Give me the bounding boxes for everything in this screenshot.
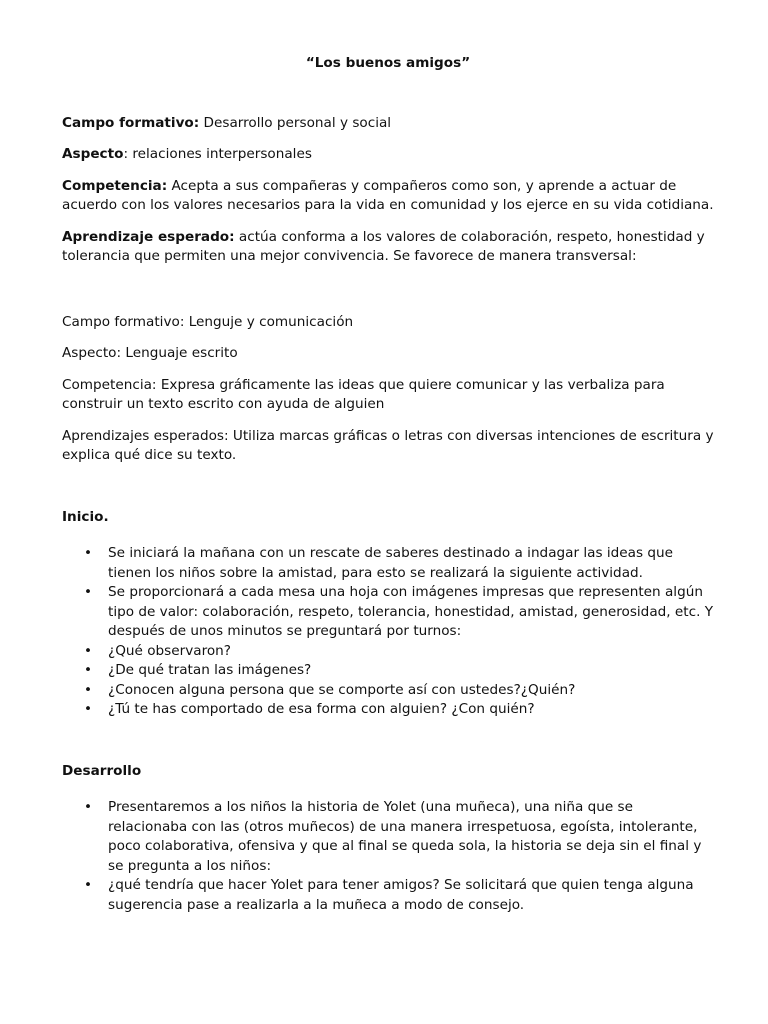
desarrollo-list <box>62 798 714 915</box>
aprendizajes-esperados-2: Aprendizajes esperados: Utiliza marcas gráficas o letras con diversas intenciones de escritura y explica qué dice su texto. <box>62 427 714 463</box>
aspecto-value: : relaciones interpersonales <box>123 146 312 162</box>
list-item: • Se proporcionará a cada mesa una hoja con imágenes impresas que representen algún tipo de valor: colaboración, respeto, tolerancia, honestidad, amistad, generosidad, etc. Y después de unos minutos se preguntará por turnos: <box>108 583 714 642</box>
inicio-heading: Inicio. <box>62 508 109 525</box>
list-item: • ¿Tú te has comportado de esa forma con alguien? ¿Con quién? <box>108 700 714 720</box>
aspecto-2: Aspecto: Lenguaje escrito <box>62 345 238 361</box>
desarrollo-heading: Desarrollo <box>62 762 142 779</box>
aspecto-1 <box>62 145 714 165</box>
aspecto-label: Aspecto <box>62 146 124 162</box>
list-item: • ¿Qué observaron? <box>108 642 714 662</box>
spacer <box>62 279 714 313</box>
aprendizaje-esperado-label: Aprendizaje esperado: <box>62 228 235 245</box>
list-item: • ¿qué tendría que hacer Yolet para tener amigos? Se solicitará que quien tenga alguna sugerencia pase a realizarla a la muñeca a modo de consejo. <box>108 876 714 915</box>
inicio-list <box>62 544 714 720</box>
aprendizaje-esperado-1 <box>62 228 714 267</box>
list-item: • Se iniciará la mañana con un rescate de saberes destinado a indagar las ideas que tienen los niños sobre la amistad, para esto se realizará la siguiente actividad. <box>108 544 714 583</box>
competencia-value: Acepta a sus compañeras y compañeros como son, y aprende a actuar de acuerdo con los valores necesarios para la vida en comunidad y los ejerce en su vida cotidiana. <box>62 177 714 213</box>
list-item: • ¿Conocen alguna persona que se comporte así con ustedes?¿Quién? <box>108 681 714 701</box>
competencia-label: Competencia: <box>62 177 168 194</box>
campo-formativo-1 <box>62 114 714 134</box>
competencia-2: Competencia: Expresa gráficamente las ideas que quiere comunicar y las verbaliza para construir un texto escrito con ayuda de alguien <box>62 376 665 412</box>
campo-formativo-label: Campo formativo: <box>62 114 200 131</box>
list-item: • ¿De qué tratan las imágenes? <box>108 661 714 681</box>
campo-formativo-2: Campo formativo: Lenguje y comunicación <box>62 313 354 330</box>
competencia-1 <box>62 177 714 216</box>
spacer <box>62 720 714 762</box>
aprendizaje-esperado-value: actúa conforma a los valores de colaboración, respeto, honestidad y tolerancia que permiten una mejor convivencia. Se favorece de manera transversal: <box>62 228 705 264</box>
document-page <box>62 54 714 915</box>
spacer <box>62 478 714 508</box>
document-title: “Los buenos amigos” <box>305 55 471 71</box>
list-item: • Presentaremos a los niños la historia de Yolet (una muñeca), una niña que se relacionaba con las (otros muñecos) de una manera irrespetuosa, egoísta, intolerante, poco colaborativa, ofensiva y que al final se queda sola, la historia se deja sin el final y se pregunta a los niños: <box>108 798 714 876</box>
campo-formativo-value: Desarrollo personal y social <box>199 114 392 131</box>
